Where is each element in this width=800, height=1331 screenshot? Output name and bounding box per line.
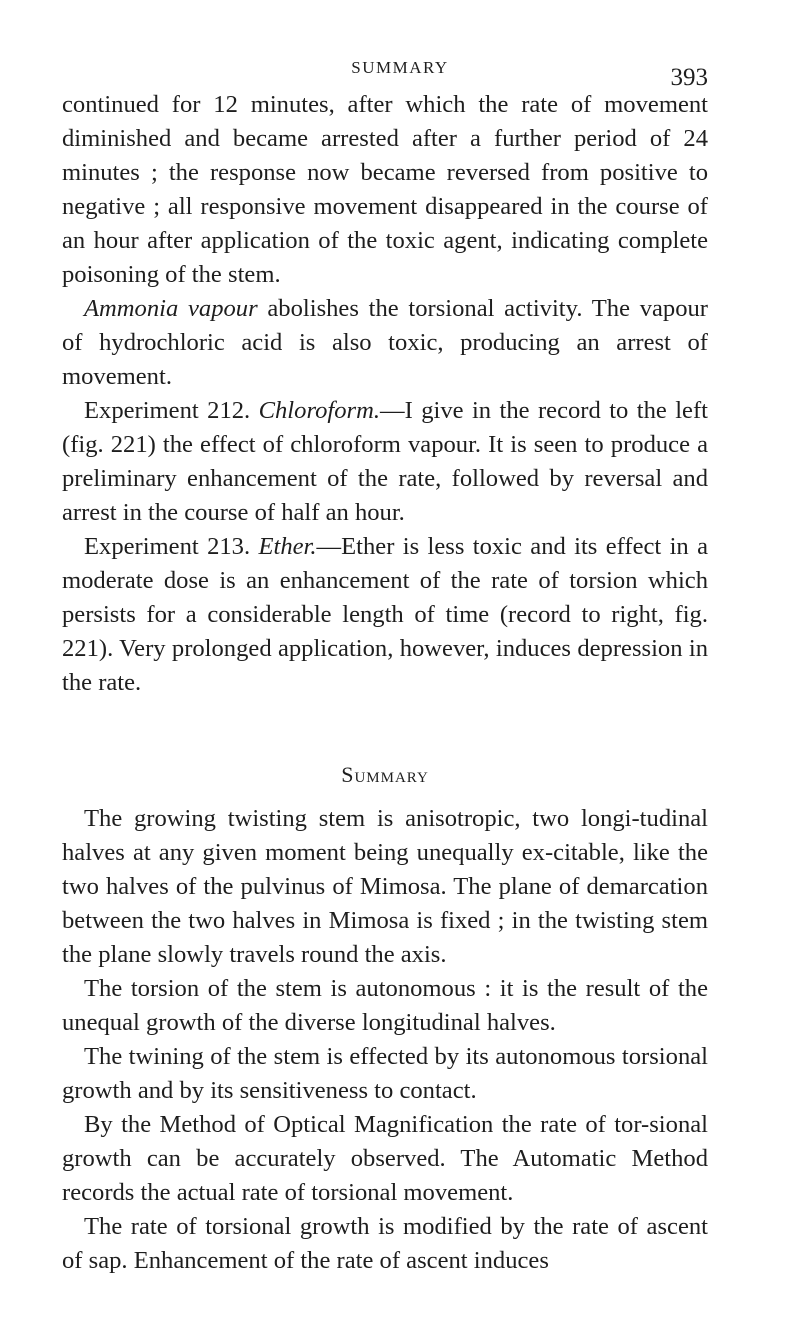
- running-title: SUMMARY: [351, 58, 449, 77]
- running-head: [62, 52, 708, 91]
- paragraph-text: —I give in the record to the left (fig. 221) the effect of chloroform vapour. It is seen to produce a preliminary enhancement of the rate, followed by reversal and arrest in the course of half an hour.: [62, 397, 708, 526]
- paragraph-text: abolishes the torsional activity. The vapour of hydrochloric acid is also toxic, producing an arrest of movement.: [62, 295, 708, 390]
- italic-term: Chloroform.: [258, 397, 381, 424]
- summary-paragraph: The twining of the stem is effected by its autonomous torsional growth and by its sensitiveness to contact.: [62, 1043, 708, 1104]
- paragraph-experiment-212: [62, 394, 708, 530]
- summary-paragraph: By the Method of Optical Magnification the rate of tor-sional growth can be accurately observed. The Automatic Method records the actual rate of torsional movement.: [62, 1111, 708, 1206]
- summary-paragraph: The rate of torsional growth is modified by the rate of ascent of sap. Enhancement of the rate of ascent induces: [62, 1213, 708, 1274]
- summary-paragraph: The torsion of the stem is autonomous : it is the result of the unequal growth of the diverse longitudinal halves.: [62, 975, 708, 1036]
- italic-term: Ether.: [258, 533, 317, 560]
- paragraph-continued: [62, 88, 708, 292]
- book-page: [62, 52, 708, 1278]
- section-heading-summary: Summary: [341, 762, 429, 787]
- body-text: [62, 88, 708, 1278]
- paragraph-ammonia: [62, 292, 708, 394]
- experiment-label: Experiment 212.: [84, 397, 259, 424]
- paragraph-experiment-213: [62, 530, 708, 700]
- page-number: 393: [670, 64, 708, 91]
- paragraph-text: continued for 12 minutes, after which the rate of movement diminished and became arrested after a further period of 24 minutes ; the response now became reversed from positive to negative ; all responsive movement disappeared in the course of an hour after application of the toxic agent, indicating complete poisoning of the stem.: [62, 91, 708, 288]
- italic-term: Ammonia vapour: [84, 295, 258, 322]
- paragraph-text: —Ether is less toxic and its effect in a moderate dose is an enhancement of the rate of torsion which persists for a considerable length of time (record to right, fig. 221). Very prolonged application, however, induces depression in the rate.: [62, 533, 708, 696]
- summary-paragraph: The growing twisting stem is anisotropic, two longi-tudinal halves at any given moment being unequally ex-citable, like the two halves of the pulvinus of Mimosa. The plane of demarcation between the two halves in Mimosa is fixed ; in the twisting stem the plane slowly travels round the axis.: [62, 805, 708, 968]
- experiment-label: Experiment 213.: [84, 533, 259, 560]
